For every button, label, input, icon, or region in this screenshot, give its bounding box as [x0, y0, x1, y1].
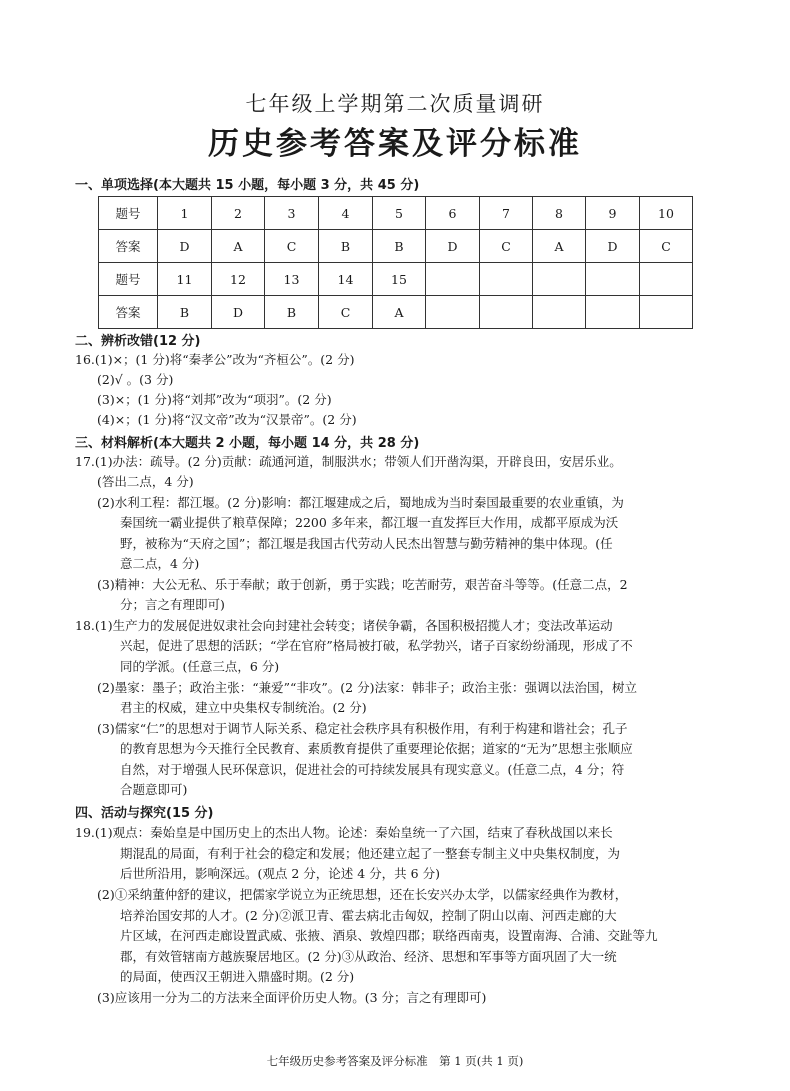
answer-cell: C: [319, 296, 373, 329]
table-row-question-2: [99, 263, 693, 296]
text-line: 兴起，促进了思想的活跃；“学在官府”格局被打破，私学勃兴，诸子百家纷纷涌现，形成了不: [120, 638, 633, 653]
empty-cell: [480, 263, 533, 296]
table-row-answer-2: [99, 296, 693, 329]
empty-cell: [586, 296, 640, 329]
text-line: (2)√ 。(3 分): [97, 372, 174, 387]
text-line: 分；言之有理即可): [120, 597, 225, 612]
answer-cell: C: [480, 230, 533, 263]
answer-cell: B: [265, 296, 319, 329]
text-line: (3)精神：大公无私、乐于奉献；敢于创新，勇于实践；吃苦耐劳，艰苦奋斗等等。(任意二点，2: [97, 577, 628, 592]
empty-cell: [640, 263, 693, 296]
answer-cell: D: [586, 230, 640, 263]
question-number: 2: [212, 197, 265, 230]
answer-cell: D: [158, 230, 212, 263]
question-number: 14: [319, 263, 373, 296]
text-line: (4)×；(1 分)将“汉文帝”改为“汉景帝”。(2 分): [97, 412, 357, 427]
answer-cell: A: [212, 230, 265, 263]
text-line: 培养治国安邦的人才。(2 分)②派卫青、霍去病北击匈奴，控制了阴山以南、河西走廊的大: [120, 908, 617, 923]
text-line: 后世所沿用，影响深远。(观点 2 分，论述 4 分，共 6 分): [120, 866, 440, 881]
table-row-question-1: [99, 197, 693, 230]
answer-cell: D: [212, 296, 265, 329]
text-line: 的局面，使西汉王朝进入鼎盛时期。(2 分): [120, 969, 355, 984]
empty-cell: [533, 296, 586, 329]
empty-cell: [533, 263, 586, 296]
section3-heading: 三、材料解析(本大题共 2 小题，每小题 14 分，共 28 分): [75, 436, 420, 451]
question-number: 7: [480, 197, 533, 230]
text-line: 16.(1)×；(1 分)将“秦孝公”改为“齐桓公”。(2 分): [75, 352, 355, 367]
section4-heading: 四、活动与探究(15 分): [75, 806, 214, 821]
text-line: (3)应该用一分为二的方法来全面评价历史人物。(3 分；言之有理即可): [97, 990, 487, 1005]
question-number: 6: [426, 197, 480, 230]
text-line: 自然，对于增强人民环保意识，促进社会的可持续发展具有现实意义。(任意二点，4 分；符: [120, 762, 625, 777]
text-line: 17.(1)办法：疏导。(2 分)贡献：疏通河道，制服洪水；带领人们开凿沟渠，开辟良田，安居乐业。: [75, 454, 622, 469]
section2-heading: 二、辨析改错(12 分): [75, 334, 201, 349]
table-row-answer-1: [99, 230, 693, 263]
section1-heading: 一、单项选择(本大题共 15 小题，每小题 3 分，共 45 分): [75, 178, 420, 193]
text-line: 合题意即可): [120, 782, 188, 797]
question-number: 10: [640, 197, 693, 230]
question-number: 11: [158, 263, 212, 296]
page-footer: 七年级历史参考答案及评分标准 第 1 页(共 1 页): [266, 1054, 524, 1068]
question-number: 12: [212, 263, 265, 296]
answer-cell: B: [373, 230, 426, 263]
question-number: 3: [265, 197, 319, 230]
text-line: 的教育思想为今天推行全民教育、素质教育提供了重要理论依据；道家的“无为”思想主张顺应: [120, 741, 633, 756]
answer-cell: D: [426, 230, 480, 263]
text-line: 同的学派。(任意三点，6 分): [120, 659, 280, 674]
question-number: 9: [586, 197, 640, 230]
answer-cell: B: [319, 230, 373, 263]
question-number: 1: [158, 197, 212, 230]
row-label-answer: 答案: [99, 296, 158, 329]
empty-cell: [426, 296, 480, 329]
row-label-question: 题号: [99, 197, 158, 230]
text-line: 19.(1)观点：秦始皇是中国历史上的杰出人物。论述：秦始皇统一了六国，结束了春秋战国以来长: [75, 825, 613, 840]
text-line: 意二点，4 分): [120, 556, 200, 571]
question-number: 8: [533, 197, 586, 230]
text-line: 片区域，在河西走廊设置武威、张掖、酒泉、敦煌四郡；联络西南夷，设置南海、合浦、交趾等九: [120, 928, 658, 943]
row-label-question: 题号: [99, 263, 158, 296]
empty-cell: [640, 296, 693, 329]
text-line: (2)墨家：墨子；政治主张：“兼爱”“非攻”。(2 分)法家：韩非子；政治主张：强调以法治国，树立: [97, 680, 637, 695]
text-line: 君主的权威，建立中央集权专制统治。(2 分): [120, 700, 367, 715]
answer-cell: A: [533, 230, 586, 263]
answer-cell: B: [158, 296, 212, 329]
empty-cell: [480, 296, 533, 329]
text-line: (2)①采纳董仲舒的建议，把儒家学说立为正统思想，还在长安兴办太学，以儒家经典作为教材，: [97, 887, 628, 902]
exam-subtitle: 七年级上学期第二次质量调研: [245, 92, 545, 116]
text-line: (2)水利工程：都江堰。(2 分)影响：都江堰建成之后，蜀地成为当时秦国最重要的农业重镇，为: [97, 495, 624, 510]
question-number: 5: [373, 197, 426, 230]
question-number: 13: [265, 263, 319, 296]
text-line: 野，被称为“天府之国”；都江堰是我国古代劳动人民杰出智慧与勤劳精神的集中体现。(任: [120, 536, 613, 551]
text-line: 郡，有效管辖南方越族聚居地区。(2 分)③从政治、经济、思想和军事等方面巩固了大一统: [120, 949, 617, 964]
text-line: (3)儒家“仁”的思想对于调节人际关系、稳定社会秩序具有积极作用，有利于构建和谐社会；孔子: [97, 721, 628, 736]
empty-cell: [586, 263, 640, 296]
answer-cell: C: [265, 230, 319, 263]
row-label-answer: 答案: [99, 230, 158, 263]
question-number: 4: [319, 197, 373, 230]
empty-cell: [426, 263, 480, 296]
text-line: (答出二点，4 分): [97, 474, 194, 489]
page-title: 历史参考答案及评分标准: [208, 126, 582, 162]
answer-cell: A: [373, 296, 426, 329]
answer-table: [98, 196, 693, 329]
text-line: (3)×；(1 分)将“刘邦”改为“项羽”。(2 分): [97, 392, 332, 407]
text-line: 期混乱的局面，有利于社会的稳定和发展；他还建立起了一整套专制主义中央集权制度，为: [120, 846, 621, 861]
text-line: 秦国统一霸业提供了粮草保障；2200 多年来，都江堰一直发挥巨大作用，成都平原成为沃: [120, 515, 619, 530]
question-number: 15: [373, 263, 426, 296]
text-line: 18.(1)生产力的发展促进奴隶社会向封建社会转变；诸侯争霸，各国积极招揽人才；变法改革运动: [75, 618, 613, 633]
answer-cell: C: [640, 230, 693, 263]
